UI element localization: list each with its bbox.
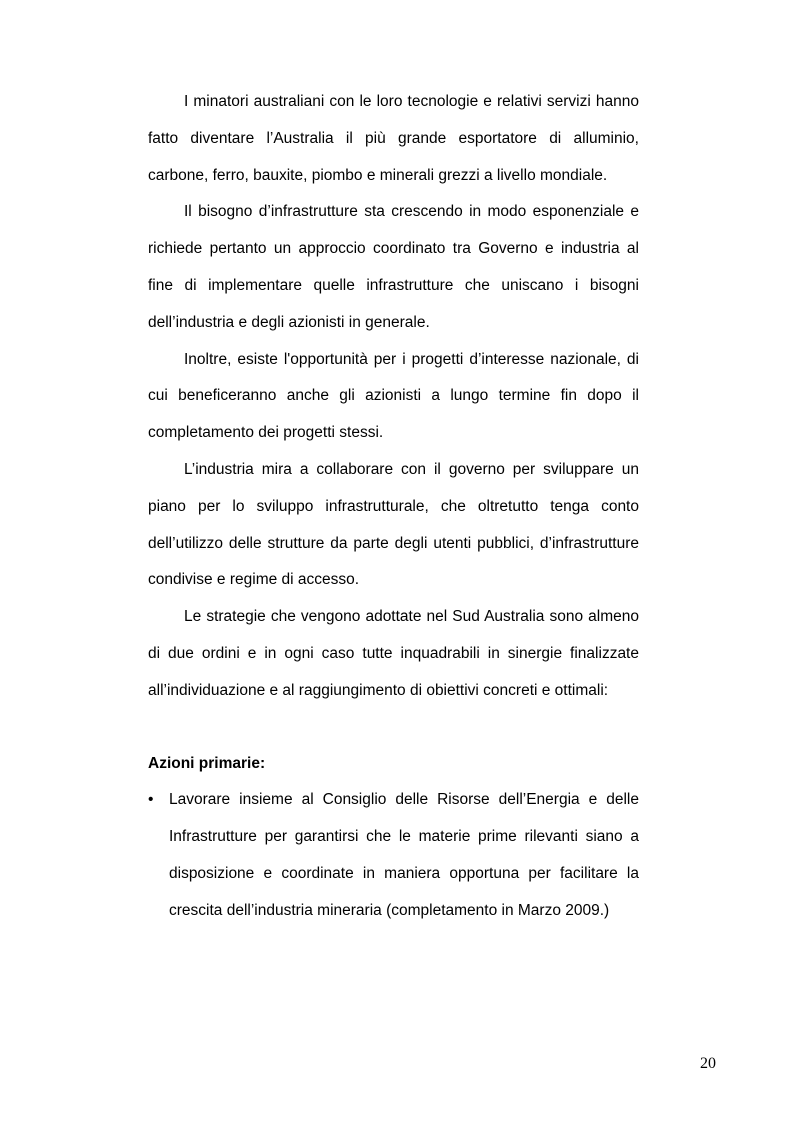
paragraph: I minatori australiani con le loro tecnologie e relativi servizi hanno fatto diventare l’Australia il più grande esportatore di alluminio, carbone, ferro, bauxite, piombo e minerali grezzi a livello mondiale. <box>148 93 639 184</box>
list-item-text: Lavorare insieme al Consiglio delle Risorse dell’Energia e delle Infrastrutture per garantirsi che le materie prime rilevanti siano a disposizione e coordinate in maniera opportuna per facilitare la crescita dell’industria mineraria (completamento in Marzo 2009.) <box>169 791 639 919</box>
paragraph: Le strategie che vengono adottate nel Sud Australia sono almeno di due ordini e in ogni caso tutte inquadrabili in sinergie finalizzate all’individuazione e al raggiungimento di obiettivi concreti e ottimali: <box>148 608 639 699</box>
document-page <box>148 84 639 930</box>
list-item <box>148 782 639 929</box>
bullet-list <box>148 782 639 929</box>
bullet-icon: • <box>148 791 154 809</box>
section-heading: Azioni primarie: <box>148 754 266 772</box>
paragraph: Inoltre, esiste l'opportunità per i progetti d’interesse nazionale, di cui beneficeranno anche gli azionisti a lungo termine fin dopo il completamento dei progetti stessi. <box>148 350 639 442</box>
page-number: 20 <box>700 1055 716 1072</box>
paragraph: Il bisogno d’infrastrutture sta crescendo in modo esponenziale e richiede pertanto un approccio coordinato tra Governo e industria al fine di implementare quelle infrastrutture che uniscano i bisogni dell’industria e degli azionisti in generale. <box>148 203 639 331</box>
paragraph: L’industria mira a collaborare con il governo per sviluppare un piano per lo sviluppo infrastrutturale, che oltretutto tenga conto dell’utilizzo delle strutture da parte degli utenti pubblici, d’infrastrutture condivise e regime di accesso. <box>148 460 639 589</box>
